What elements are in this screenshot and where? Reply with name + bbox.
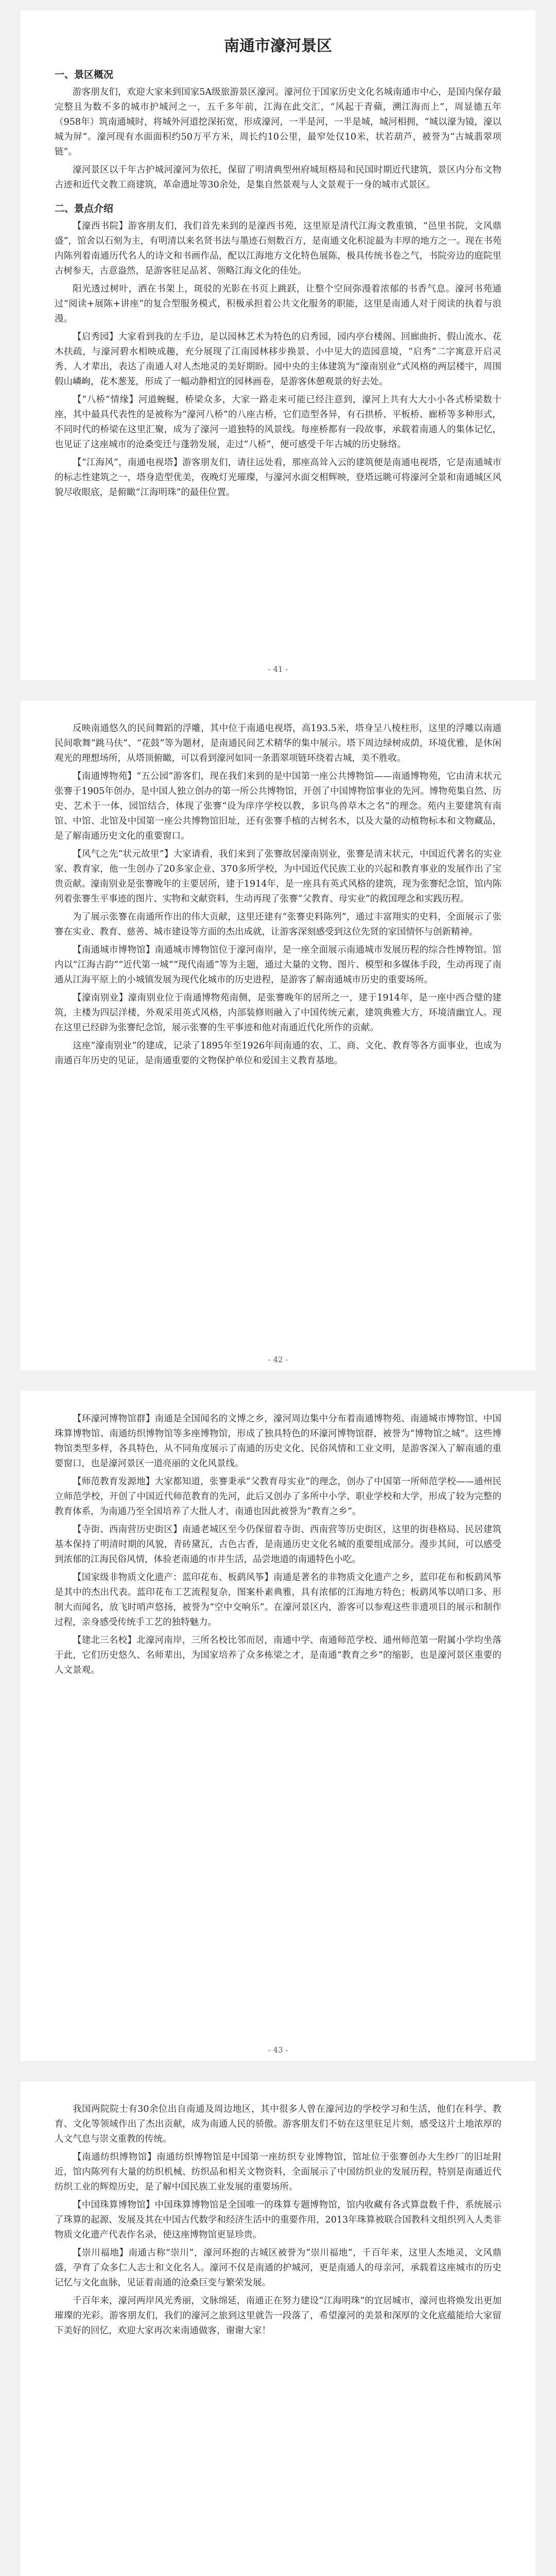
document-title: 南通市濠河景区 [224,37,332,55]
document-page [21,2081,535,2576]
section-heading: 二、景点介绍 [55,203,114,214]
paragraph: 【南通城市博物馆】南通城市博物馆位于濠河南岸，是一座全面展示南通城市发展历程的综合性博物馆。馆内以“江海古韵”“近代第一城”“现代南通”等为主题，通过大量的文物、图片、模型和多媒体手段，生动再现了南通从江海平原上的小城镇发展为现代化城市的历史进程，是游客了解南通城市历史的重要场所。 [55,945,501,985]
paragraph: 濠河景区以千年古护城河濠河为依托，保留了明清典型州府城垣格局和民国时期近代建筑，景区内分布文物古迹和近代文教工商建筑，革命遗址等30余处，是集自然景观与人文景观于一身的城市式景区。 [55,165,501,190]
document-page [21,1391,535,2061]
paragraph: 【中国珠算博物馆】中国珠算博物馆是全国唯一的珠算专题博物馆，馆内收藏有各式算盘数千件，系统展示了珠算的起源、发展及其在中国古代数学和经济生活中的重要作用，2013年珠算被联合国教科文组织列入人类非物质文化遗产代表作名录，使这座博物馆更显珍贵。 [55,2200,501,2240]
paragraph: 为了展示张謇在南通所作出的伟大贡献，这里还建有“张謇史料陈列”，通过丰富翔实的史料，全面展示了张謇在实业、教育、慈善、城市建设等方面的杰出成就，让游客深刻感受到这位先贤的家国情怀与创新精神。 [55,912,501,937]
paragraph: 【濠西书院】游客朋友们，我们首先来到的是濠西书苑，这里原是清代江海文教重镇，“邑里书院，文风鼎盛”，馆舍以石刻为主，有明清以来名贤书法与墨迹石刻数百方，是南通文化积淀最为丰厚的地方之一。现在书苑内陈列着南通历代名人的诗文和书画作品，配以江海地方文化特色展陈，极具传统书卷之气，书院旁边的庭院里古树参天，古意盎然，是游客驻足品茗、领略江海文化的佳处。 [55,221,501,276]
page-content [55,1412,501,1678]
paragraph: 【崇川福地】南通古称“崇川”，濠河环抱的古城区被誉为“崇川福地”，千百年来，这里人杰地灵，文风鼎盛，孕育了众多仁人志士和文化名人。濠河不仅是南通的护城河，更是南通人的母亲河，承载着这座城市的历史记忆与文化血脉，见证着南通的沧桑巨变与繁荣发展。 [55,2248,501,2288]
paragraph: 我国两院院士有30余位出自南通及周边地区，其中很多人曾在濠河边的学校学习和生活，他们在科学、教育、文化等领域作出了杰出贡献，成为南通人民的骄傲。游客朋友们不妨在这里驻足片刻，感受这片土地浓厚的人文气息与崇文重教的传统。 [55,2104,501,2144]
document-page [21,701,535,1370]
paragraph: 【“江海风”，南通电视塔】游客朋友们，请往远处看，那座高耸入云的建筑便是南通电视塔，它是南通城市的标志性建筑之一，塔身造型优美，夜晚灯光璀璨，与濠河水面交相辉映，登塔远眺可将濠河全景和南通城区风貌尽收眼底，是俯瞰“江海明珠”的最佳位置。 [55,457,501,498]
paragraph: 【环濠河博物馆群】南通是全国闻名的文博之乡，濠河周边集中分布着南通博物苑、南通城市博物馆、中国珠算博物馆、南通纺织博物馆等多座博物馆，形成了独具特色的环濠河博物馆群，被誉为“博物馆之城”。这些博物馆类型多样，各具特色，从不同角度展示了南通的历史文化、民俗风情和工业文明，是游客深入了解南通的重要窗口，也是濠河景区一道亮丽的文化风景线。 [55,1414,501,1469]
page-number: - 42 - [268,1355,288,1364]
paragraph: 【南通博物苑】“五公园”游客们，现在我们来到的是中国第一座公共博物馆——南通博物苑，它由清末状元张謇于1905年创办，是中国人独立创办的第一所公共博物馆，开创了中国博物馆事业的先河。博物苑集自然、历史、艺术于一体，园馆结合，体现了张謇“设为庠序学校以教，多识鸟兽草木之名”的理念。苑内主要建筑有南馆、中馆、北馆及中国第一座公共博物馆旧址，还有张謇手植的古树名木，以及大量的动植物标本和文物藏品，是了解南通历史文化的重要窗口。 [55,771,501,841]
paragraph: 【建北三名校】北濠河南岸，三所名校比邻而居，南通中学、南通师范学校、通州师范第一附属小学均坐落于此，它们历史悠久、名师辈出，为国家培养了众多栋梁之才，是南通“教育之乡”的缩影，也是濠河景区重要的人文景观。 [55,1635,501,1675]
paragraph: 【国家级非物质文化遗产：蓝印花布、板鹞风筝】南通是著名的非物质文化遗产之乡，蓝印花布和板鹞风筝是其中的杰出代表。蓝印花布工艺流程复杂，图案朴素典雅，具有浓郁的江海地方特色；板鹞风筝以哨口多、形制大而闻名，放飞时哨声悠扬，被誉为“空中交响乐”。在濠河景区内，游客可以参观这些非遗项目的展示和制作过程，亲身感受传统手工艺的独特魅力。 [55,1572,501,1628]
paragraph: 【风气之先“状元故里”】大家请看，我们来到了张謇故居濠南别业，张謇是清末状元，中国近代著名的实业家、教育家，他一生创办了20多家企业、370多所学校，为中国近代民族工业的兴起和教育事业的发展作出了宝贵贡献。濠南别业是张謇晚年的主要居所，建于1914年，是一座具有英式风格的建筑，现为张謇纪念馆，馆内陈列着张謇生平事迹的图片、实物和文献资料，生动再现了张謇“父教育、母实业”的救国理念和实践历程。 [55,849,501,904]
page-content [55,2102,501,2338]
paragraph: 【南通纺织博物馆】南通纺织博物馆是中国第一座纺织专业博物馆，馆址位于张謇创办大生纱厂的旧址附近，馆内陈列有大量的纺织机械、纺织品和相关文物资料，全面展示了中国纺织业的发展历程，特别是南通近代纺织工业的辉煌历史，是了解中国民族工业发展的重要场所。 [55,2152,501,2192]
page-content [55,67,501,500]
document-page [21,10,535,680]
page-number: - 41 - [268,665,288,674]
page-number: - 43 - [268,2045,288,2055]
paragraph: 【师范教育发源地】大家都知道，张謇秉承“父教育母实业”的理念，创办了中国第一所师范学校——通州民立师范学校，开创了中国近代师范教育的先河，此后又创办了多所中小学、职业学校和大学，形成了较为完整的教育体系，为南通乃至全国培养了大批人才，南通也因此被誉为“教育之乡”。 [55,1477,501,1517]
paragraph: 游客朋友们，欢迎大家来到国家5A级旅游景区濠河。濠河位于国家历史文化名城南通市中心，是国内保存最完整且为数不多的城市护城河之一，五千多年前，江海在此交汇，“风起于青蘋，溯江海而上”，周显德五年（958年）筑南通城时，将城外河道挖深拓宽，形成濠河，一半是河，一半是城，城河相拥，“城以濠为镜，濠以城为屏”。濠河现有水面面积约50万平方米，周长约10公里，最窄处仅10米，状若葫芦，被誉为“古城翡翠项链”。 [55,87,501,157]
paragraph: 阳光透过树叶，洒在书架上，斑驳的光影在书页上跳跃，让整个空间弥漫着浓郁的书香气息。濠河书苑通过“阅读+展陈+讲座”的复合型服务模式，积极承担着公共文化服务的职能，这里是南通人对于阅读的执着与浪漫。 [55,284,501,324]
paragraph: 【启秀园】大家看到我的左手边，是以园林艺术为特色的启秀园，园内亭台楼阁、回廊曲折、假山流水、花木扶疏，与濠河碧水相映成趣，充分展现了江南园林移步换景、小中见大的造园意境，“启秀”二字寓意开启灵秀、人才辈出，表达了南通人对人杰地灵的美好期盼。园中央的主体建筑为“濠南别业”式风格的两层楼宇，周围假山嶙峋，花木葱茏，形成了一幅动静相宜的园林画卷，是游客休憩观景的好去处。 [55,332,501,387]
paragraph: 千百年来，濠河两岸风光秀丽，文脉绵延，南通正在努力建设“江海明珠”的宜居城市，濠河也将焕发出更加璀璨的光彩。游客朋友们，我们的濠河之旅到这里就告一段落了，希望濠河的美景和深厚的文化底蕴能给大家留下美好的回忆，欢迎大家再次来南通做客，谢谢大家！ [55,2296,501,2336]
paragraph: 反映南通悠久的民间舞蹈的浮雕，其中位于南通电视塔，高193.5米，塔身呈八棱柱形，这里的浮雕以南通民间歌舞“跳马伕”、“花鼓”等为题材，是南通民间艺术精华的集中展示。塔下周边绿树成荫，环境优雅，是休闲观光的理想场所，从塔顶俯瞰，可以看到濠河如同一条翡翠项链环绕着古城，美不胜收。 [55,723,501,764]
paragraph: 【濠南别业】濠南别业位于南通博物苑南侧，是张謇晚年的居所之一，建于1914年，是一座中西合璧的建筑，主楼为四层洋楼，外观采用英式风格，内部装修则融入了中国传统元素，建筑典雅大方，环境清幽宜人。现在这里已经辟为张謇纪念馆，展示张謇的生平事迹和他对南通近代化所作的贡献。 [55,993,501,1033]
page-content [55,721,501,1069]
section-heading: 一、景区概况 [55,69,114,80]
paragraph: 这座“濠南别业”的建成，记录了1895年至1926年间南通的农、工、商、文化、教育等各方面事业，也成为南通百年历史的见证，是南通重要的文物保护单位和爱国主义教育基地。 [55,1041,501,1066]
paragraph: 【寺街、西南营历史街区】南通老城区至今仍保留着寺街、西南营等历史街区，这里的街巷格局、民居建筑基本保持了明清时期的风貌，青砖黛瓦，古色古香，是南通历史文化名城的重要组成部分。漫步其间，可以感受到浓郁的江海民俗风情，体验老南通的市井生活，品尝地道的南通特色小吃。 [55,1524,501,1565]
paragraph: 【“八桥”情缘】河道蜿蜒，桥梁众多，大家一路走来可能已经注意到，濠河上共有大大小小各式桥梁数十座，其中最具代表性的是被称为“濠河八桥”的八座古桥，它们造型各异，有石拱桥、平板桥、廊桥等多种形式，不同时代的桥梁在这里汇聚，成为了濠河一道独特的风景线。每座桥都有一段故事，承载着南通人的集体记忆，也见证了这座城市的沧桑变迁与蓬勃发展，走过“八桥”，便可感受千年古城的历史脉络。 [55,395,501,450]
